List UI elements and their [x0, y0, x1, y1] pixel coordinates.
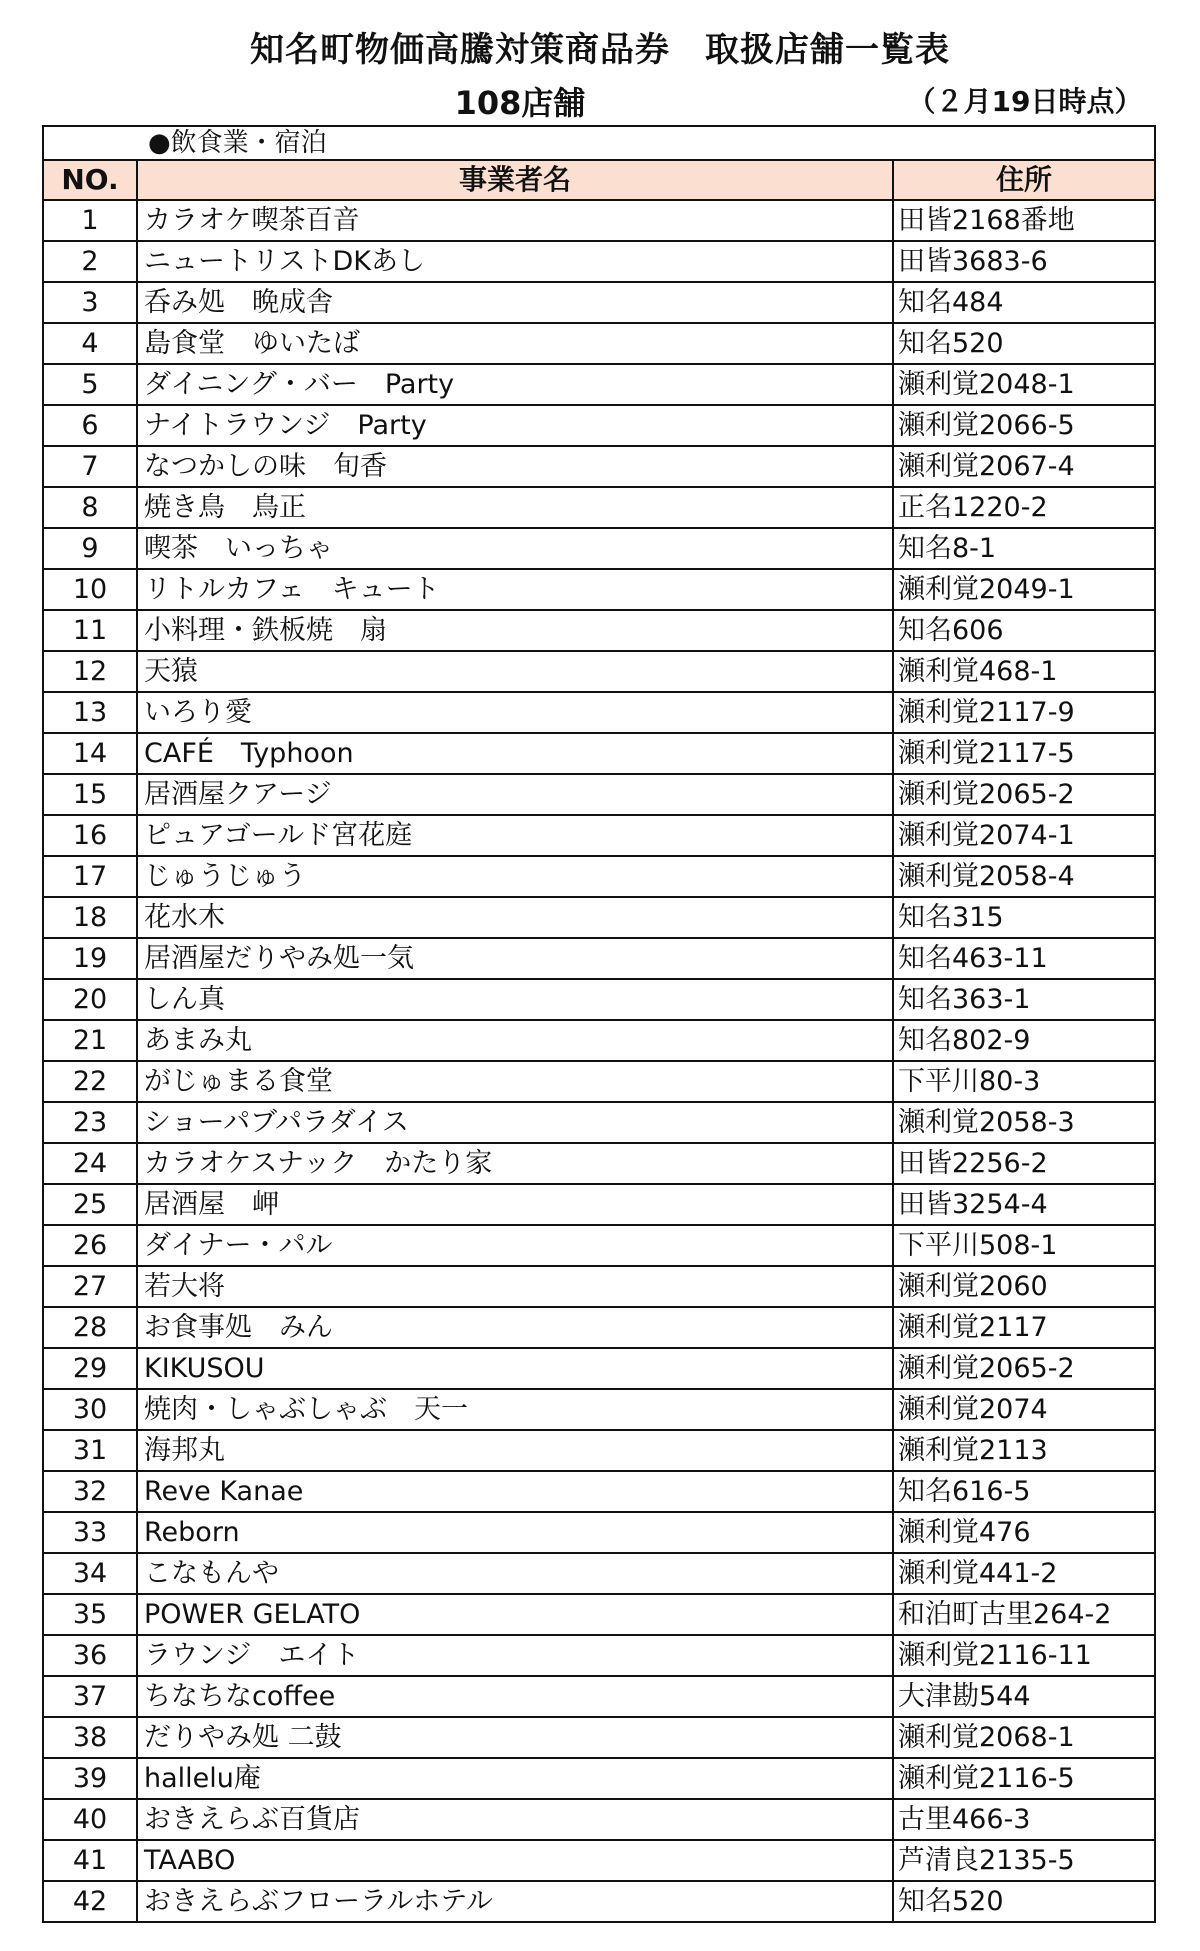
row-number: 33: [43, 1512, 137, 1553]
table-row: [43, 446, 1155, 487]
business-name: 花水木: [137, 897, 893, 938]
business-name: じゅうじゅう: [137, 856, 893, 897]
row-number: 26: [43, 1225, 137, 1266]
business-name: しん真: [137, 979, 893, 1020]
business-name: こなもんや: [137, 1553, 893, 1594]
row-number: 16: [43, 815, 137, 856]
address: 知名484: [893, 282, 1155, 323]
row-number: 25: [43, 1184, 137, 1225]
row-number: 17: [43, 856, 137, 897]
address: 瀬利覚2065-2: [893, 1348, 1155, 1389]
address: 瀬利覚2066-5: [893, 405, 1155, 446]
address: 知名8-1: [893, 528, 1155, 569]
address: 和泊町古里264-2: [893, 1594, 1155, 1635]
address: 瀬利覚441-2: [893, 1553, 1155, 1594]
row-number: 28: [43, 1307, 137, 1348]
row-number: 39: [43, 1758, 137, 1799]
table-row: [43, 1717, 1155, 1758]
business-name: ナイトラウンジ Party: [137, 405, 893, 446]
table-row: [43, 1799, 1155, 1840]
business-name: カラオケ喫茶百音: [137, 200, 893, 241]
business-name: 焼肉・しゃぶしゃぶ 天一: [137, 1389, 893, 1430]
business-name: 喫茶 いっちゃ: [137, 528, 893, 569]
business-name: カラオケスナック かたり家: [137, 1143, 893, 1184]
address: 下平川80-3: [893, 1061, 1155, 1102]
business-name: ラウンジ エイト: [137, 1635, 893, 1676]
address: 瀬利覚2113: [893, 1430, 1155, 1471]
address: 下平川508-1: [893, 1225, 1155, 1266]
row-number: 7: [43, 446, 137, 487]
business-name: 呑み処 晩成舎: [137, 282, 893, 323]
column-header-name: 事業者名: [137, 160, 893, 200]
row-number: 20: [43, 979, 137, 1020]
row-number: 38: [43, 1717, 137, 1758]
table-row: [43, 282, 1155, 323]
address: 瀬利覚2074: [893, 1389, 1155, 1430]
row-number: 9: [43, 528, 137, 569]
row-number: 10: [43, 569, 137, 610]
address: 瀬利覚2049-1: [893, 569, 1155, 610]
column-header-address: 住所: [893, 160, 1155, 200]
address: 大津勘544: [893, 1676, 1155, 1717]
store-count: 108店舗: [454, 84, 586, 122]
address: 知名463-11: [893, 938, 1155, 979]
address: 瀬利覚2058-3: [893, 1102, 1155, 1143]
business-name: お食事処 みん: [137, 1307, 893, 1348]
row-number: 36: [43, 1635, 137, 1676]
row-number: 41: [43, 1840, 137, 1881]
section-label: ●飲食業・宿泊: [43, 126, 1155, 160]
address: 田皆3254-4: [893, 1184, 1155, 1225]
business-name: ダイナー・パル: [137, 1225, 893, 1266]
table-row: [43, 815, 1155, 856]
business-name: がじゅまる食堂: [137, 1061, 893, 1102]
business-name: ショーパブパラダイス: [137, 1102, 893, 1143]
business-name: 海邦丸: [137, 1430, 893, 1471]
row-number: 21: [43, 1020, 137, 1061]
table-row: [43, 1430, 1155, 1471]
address: 瀬利覚2116-5: [893, 1758, 1155, 1799]
table-row: [43, 1553, 1155, 1594]
table-row: [43, 938, 1155, 979]
table-row: [43, 1758, 1155, 1799]
address: 瀬利覚2058-4: [893, 856, 1155, 897]
address: 瀬利覚2117: [893, 1307, 1155, 1348]
table-row: [43, 200, 1155, 241]
address: 知名315: [893, 897, 1155, 938]
table-row: [43, 364, 1155, 405]
business-name: CAFÉ Typhoon: [137, 733, 893, 774]
row-number: 27: [43, 1266, 137, 1307]
row-number: 3: [43, 282, 137, 323]
row-number: 19: [43, 938, 137, 979]
table-row: [43, 1266, 1155, 1307]
business-name: ピュアゴールド宮花庭: [137, 815, 893, 856]
address: 瀬利覚2067-4: [893, 446, 1155, 487]
row-number: 30: [43, 1389, 137, 1430]
address: 知名363-1: [893, 979, 1155, 1020]
column-header-no: NO.: [43, 160, 137, 200]
row-number: 29: [43, 1348, 137, 1389]
address: 正名1220-2: [893, 487, 1155, 528]
business-name: だりやみ処 二鼓: [137, 1717, 893, 1758]
business-name: 島食堂 ゆいたば: [137, 323, 893, 364]
business-name: いろり愛: [137, 692, 893, 733]
business-name: 若大将: [137, 1266, 893, 1307]
table-row: [43, 323, 1155, 364]
business-name: ニュートリストDKあし: [137, 241, 893, 282]
table-row: [43, 569, 1155, 610]
table-row: [43, 241, 1155, 282]
business-name: なつかしの味 旬香: [137, 446, 893, 487]
table-row: [43, 610, 1155, 651]
address: 古里466-3: [893, 1799, 1155, 1840]
table-row: [43, 405, 1155, 446]
business-name: 天猿: [137, 651, 893, 692]
table-row: [43, 1020, 1155, 1061]
row-number: 11: [43, 610, 137, 651]
table-row: [43, 774, 1155, 815]
business-name: hallelu庵: [137, 1758, 893, 1799]
header-row: [43, 160, 1155, 200]
row-number: 22: [43, 1061, 137, 1102]
address: 瀬利覚476: [893, 1512, 1155, 1553]
row-number: 12: [43, 651, 137, 692]
business-name: KIKUSOU: [137, 1348, 893, 1389]
business-name: 居酒屋クアージ: [137, 774, 893, 815]
address: 瀬利覚2117-9: [893, 692, 1155, 733]
business-name: おきえらぶフローラルホテル: [137, 1881, 893, 1922]
table-row: [43, 1307, 1155, 1348]
business-name: あまみ丸: [137, 1020, 893, 1061]
business-name: おきえらぶ百貨店: [137, 1799, 893, 1840]
table-row: [43, 1184, 1155, 1225]
row-number: 37: [43, 1676, 137, 1717]
table-row: [43, 897, 1155, 938]
row-number: 2: [43, 241, 137, 282]
address: 知名802-9: [893, 1020, 1155, 1061]
row-number: 40: [43, 1799, 137, 1840]
table-row: [43, 856, 1155, 897]
store-list-table: [42, 125, 1156, 1923]
table-row: [43, 1143, 1155, 1184]
row-number: 35: [43, 1594, 137, 1635]
table-row: [43, 1594, 1155, 1635]
address: 田皆2168番地: [893, 200, 1155, 241]
business-name: POWER GELATO: [137, 1594, 893, 1635]
address: 田皆2256-2: [893, 1143, 1155, 1184]
row-number: 23: [43, 1102, 137, 1143]
business-name: TAABO: [137, 1840, 893, 1881]
address: 知名616-5: [893, 1471, 1155, 1512]
business-name: Reve Kanae: [137, 1471, 893, 1512]
row-number: 5: [43, 364, 137, 405]
table-row: [43, 1635, 1155, 1676]
business-name: 居酒屋だりやみ処一気: [137, 938, 893, 979]
table-row: [43, 651, 1155, 692]
business-name: 小料理・鉄板焼 扇: [137, 610, 893, 651]
table-row: [43, 1840, 1155, 1881]
address: 瀬利覚2068-1: [893, 1717, 1155, 1758]
table-row: [43, 1225, 1155, 1266]
row-number: 8: [43, 487, 137, 528]
document-title: 知名町物価高騰対策商品券 取扱店舗一覧表: [250, 30, 950, 70]
row-number: 18: [43, 897, 137, 938]
address: 瀬利覚2074-1: [893, 815, 1155, 856]
business-name: ちなちなcoffee: [137, 1676, 893, 1717]
address: 芦清良2135-5: [893, 1840, 1155, 1881]
table-row: [43, 1102, 1155, 1143]
business-name: リトルカフェ キュート: [137, 569, 893, 610]
table-row: [43, 1471, 1155, 1512]
address: 瀬利覚2048-1: [893, 364, 1155, 405]
table-row: [43, 733, 1155, 774]
table-row: [43, 1348, 1155, 1389]
address: 瀬利覚2060: [893, 1266, 1155, 1307]
address: 知名606: [893, 610, 1155, 651]
business-name: 焼き鳥 鳥正: [137, 487, 893, 528]
table-row: [43, 1512, 1155, 1553]
table-row: [43, 1881, 1155, 1922]
table-row: [43, 692, 1155, 733]
address: 瀬利覚468-1: [893, 651, 1155, 692]
address: 瀬利覚2117-5: [893, 733, 1155, 774]
business-name: 居酒屋 岬: [137, 1184, 893, 1225]
table-row: [43, 487, 1155, 528]
address: 知名520: [893, 1881, 1155, 1922]
row-number: 42: [43, 1881, 137, 1922]
row-number: 32: [43, 1471, 137, 1512]
table-row: [43, 1676, 1155, 1717]
row-number: 13: [43, 692, 137, 733]
business-name: Reborn: [137, 1512, 893, 1553]
row-number: 14: [43, 733, 137, 774]
row-number: 34: [43, 1553, 137, 1594]
row-number: 24: [43, 1143, 137, 1184]
as-of-date: （２月19日時点）: [907, 85, 1143, 118]
row-number: 6: [43, 405, 137, 446]
table-row: [43, 979, 1155, 1020]
section-row: [43, 126, 1155, 160]
address: 知名520: [893, 323, 1155, 364]
address: 田皆3683-6: [893, 241, 1155, 282]
row-number: 1: [43, 200, 137, 241]
table-row: [43, 528, 1155, 569]
row-number: 15: [43, 774, 137, 815]
row-number: 4: [43, 323, 137, 364]
address: 瀬利覚2065-2: [893, 774, 1155, 815]
row-number: 31: [43, 1430, 137, 1471]
address: 瀬利覚2116-11: [893, 1635, 1155, 1676]
business-name: ダイニング・バー Party: [137, 364, 893, 405]
table-row: [43, 1389, 1155, 1430]
table-row: [43, 1061, 1155, 1102]
